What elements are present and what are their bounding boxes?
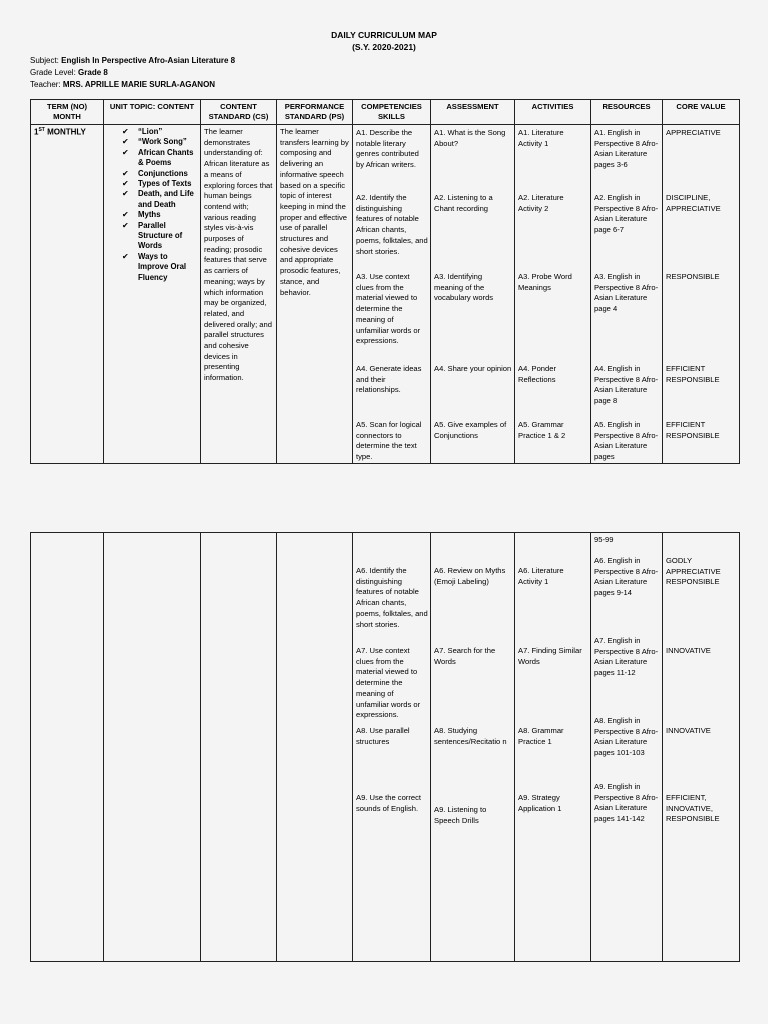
resource-a7: A7. English in Perspective 8 Afro-Asian Literature pages 11-12 <box>594 636 659 678</box>
competencies-cell <box>353 533 431 962</box>
col-header-content-standard: CONTENT STANDARD (CS) <box>201 100 277 125</box>
curriculum-table-page-1 <box>30 99 740 464</box>
assessment-a5: A5. Give examples of Conjunctions <box>434 420 507 440</box>
assessment-a8: A8. Studying sentences/Recitatio n <box>434 726 507 746</box>
competency-a9: A9. Use the correct sounds of English. <box>356 793 421 813</box>
col-header-core-value: CORE VALUE <box>663 100 740 125</box>
competency-a2: A2. Identify the distinguishing features of notable African chants, poems, folktales, and short stories. <box>356 193 428 256</box>
table-row <box>31 125 740 464</box>
checkmark-icon: ✔ <box>122 137 129 147</box>
document-title: DAILY CURRICULUM MAP <box>331 30 437 40</box>
col-header-performance-standard: PERFORMANCE STANDARD (PS) <box>277 100 353 125</box>
assessment-a3: A3. Identifying meaning of the vocabulary words <box>434 272 494 303</box>
checkmark-icon: ✔ <box>122 210 129 220</box>
content-standard-text: The learner demonstrates understanding of: African literature as a means of exploring forces that human beings contend with; various reading styles vis-à-vis purposes of reading; prosodic features that serve as carriers of meaning; ways by which information may be organized, related, and delivered orally; and parallel structures and cohesive devices in presenting information. <box>204 127 273 383</box>
col-header-competencies: COMPETENCIES SKILLS <box>353 100 431 125</box>
list-item: ✔ Ways to Improve Oral Fluency <box>122 251 187 282</box>
checkmark-icon: ✔ <box>122 179 129 189</box>
resources-cell <box>591 533 663 962</box>
competencies-cell <box>353 125 431 464</box>
assessment-cell <box>431 533 515 962</box>
list-item: ✔ African Chants & Poems <box>122 147 194 168</box>
activity-a8: A8. Grammar Practice 1 <box>518 726 564 746</box>
content-standard-cell <box>201 125 277 464</box>
performance-standard-cell <box>277 125 353 464</box>
resource-a6: A6. English in Perspective 8 Afro-Asian Literature pages 9-14 <box>594 556 659 598</box>
checkmark-icon: ✔ <box>122 189 129 199</box>
core-value-cell <box>663 533 740 962</box>
assessment-a1: A1. What is the Song About? <box>434 128 506 148</box>
performance-standard-cell-empty <box>277 533 353 962</box>
assessment-a2: A2. Listening to a Chant recording <box>434 193 493 213</box>
subject-value: English In Perspective Afro-Asian Literature 8 <box>61 56 236 65</box>
core-value-a2: DISCIPLINE, APPRECIATIVE <box>666 193 721 213</box>
list-item: ✔ Myths <box>122 210 161 220</box>
core-value-a5: EFFICIENT RESPONSIBLE <box>666 420 720 440</box>
school-year: (S.Y. 2020-2021) <box>352 42 416 52</box>
resource-a9: A9. English in Perspective 8 Afro-Asian Literature pages 141-142 <box>594 782 659 824</box>
core-value-cell <box>663 125 740 464</box>
checkmark-icon: ✔ <box>122 168 129 178</box>
list-item: ✔ “Work Song” <box>122 137 187 147</box>
teacher-line <box>30 79 215 90</box>
competency-a3: A3. Use context clues from the material viewed to determine the meaning of unfamiliar words or expressions. <box>356 272 421 346</box>
performance-standard-text: The learner transfers learning by composing and delivering an informative speech based on a specific topic of interest keeping in mind the proper and effective use of parallel structures and cohesive devices and appropriate prosodic features, stance, and behavior. <box>280 127 349 297</box>
resource-carryover: 95-99 <box>594 535 614 544</box>
list-item: ✔ Parallel Structure of Words <box>122 220 183 251</box>
activity-a6: A6. Literature Activity 1 <box>518 566 564 586</box>
col-header-resources: RESOURCES <box>591 100 663 125</box>
core-value-a8: INNOVATIVE <box>666 726 711 735</box>
subject-line <box>30 55 235 66</box>
checkmark-icon: ✔ <box>122 127 129 136</box>
col-header-activities: ACTIVITIES <box>515 100 591 125</box>
term-cell <box>31 125 104 464</box>
header-row <box>31 100 740 125</box>
assessment-a4: A4. Share your opinion <box>434 364 512 373</box>
grade-line <box>30 67 108 78</box>
resource-a1: A1. English in Perspective 8 Afro-Asian Literature pages 3-6 <box>594 128 659 170</box>
resource-a4: A4. English in Perspective 8 Afro-Asian Literature page 8 <box>594 364 659 406</box>
list-item: ✔ Types of Texts <box>122 179 192 189</box>
resource-a5: A5. English in Perspective 8 Afro-Asian Literature pages <box>594 420 659 462</box>
core-value-a7: INNOVATIVE <box>666 646 711 655</box>
checkmark-icon: ✔ <box>122 220 129 230</box>
list-item: ✔ Conjunctions <box>122 168 188 178</box>
core-value-a1: APPRECIATIVE <box>666 128 721 137</box>
teacher-value: MRS. APRILLE MARIE SURLA-AGANON <box>62 80 216 89</box>
assessment-a6: A6. Review on Myths (Emoji Labeling) <box>434 566 506 586</box>
teacher-label: Teacher: <box>30 80 61 89</box>
checkmark-icon: ✔ <box>122 147 129 157</box>
table-row <box>31 533 740 962</box>
activity-a4: A4. Ponder Reflections <box>518 364 556 384</box>
activity-a2: A2. Literature Activity 2 <box>518 193 564 213</box>
col-header-unit-topic: UNIT TOPIC: CONTENT <box>104 100 201 125</box>
core-value-a3: RESPONSIBLE <box>666 272 720 281</box>
checkmark-icon: ✔ <box>122 251 129 261</box>
activity-a7: A7. Finding Similar Words <box>518 646 582 666</box>
list-item: ✔ Death, and Life and Death <box>122 189 194 209</box>
list-item: ✔ “Lion” <box>122 127 163 136</box>
col-header-term: TERM (NO) MONTH <box>31 100 104 125</box>
activity-a3: A3. Probe Word Meanings <box>518 272 572 292</box>
grade-value: Grade 8 <box>78 68 108 77</box>
assessment-cell <box>431 125 515 464</box>
content-standard-cell-empty <box>201 533 277 962</box>
term-cell-empty <box>31 533 104 962</box>
grade-label: Grade Level: <box>30 68 76 77</box>
resource-a8: A8. English in Perspective 8 Afro-Asian Literature pages 101-103 <box>594 716 659 758</box>
core-value-a6: GODLY APPRECIATIVE RESPONSIBLE <box>666 556 721 587</box>
competency-a6: A6. Identify the distinguishing features of notable African chants, poems, folktales, and short stories. <box>356 566 428 629</box>
col-header-assessment: ASSESSMENT <box>431 100 515 125</box>
core-value-a9: EFFICIENT, INNOVATIVE, RESPONSIBLE <box>666 793 720 824</box>
competency-a7: A7. Use context clues from the material viewed to determine the meaning of unfamiliar words or expressions. <box>356 646 421 720</box>
competency-a4: A4. Generate ideas and their relationships. <box>356 364 422 395</box>
curriculum-table-page-2 <box>30 532 740 962</box>
activities-cell <box>515 533 591 962</box>
core-value-a4: EFFICIENT RESPONSIBLE <box>666 364 720 384</box>
resource-a3: A3. English in Perspective 8 Afro-Asian Literature page 4 <box>594 272 659 314</box>
competency-a1: A1. Describe the notable literary genres contributed by African writers. <box>356 128 419 170</box>
competency-a5: A5. Scan for logical connectors to determine the text type. <box>356 420 422 462</box>
activity-a9: A9. Strategy Application 1 <box>518 793 562 813</box>
competency-a8: A8. Use parallel structures <box>356 726 410 746</box>
unit-topic-cell <box>104 125 201 464</box>
activity-a1: A1. Literature Activity 1 <box>518 128 564 148</box>
resource-a2: A2. English in Perspective 8 Afro-Asian Literature page 6-7 <box>594 193 659 235</box>
unit-topic-list <box>122 127 198 283</box>
activity-a5: A5. Grammar Practice 1 & 2 <box>518 420 566 440</box>
activities-cell <box>515 125 591 464</box>
resources-cell <box>591 125 663 464</box>
subject-label: Subject: <box>30 56 59 65</box>
term-label: 1ST MONTHLY <box>34 127 86 137</box>
assessment-a7: A7. Search for the Words <box>434 646 496 666</box>
assessment-a9: A9. Listening to Speech Drills <box>434 805 487 825</box>
unit-topic-cell-empty <box>104 533 201 962</box>
